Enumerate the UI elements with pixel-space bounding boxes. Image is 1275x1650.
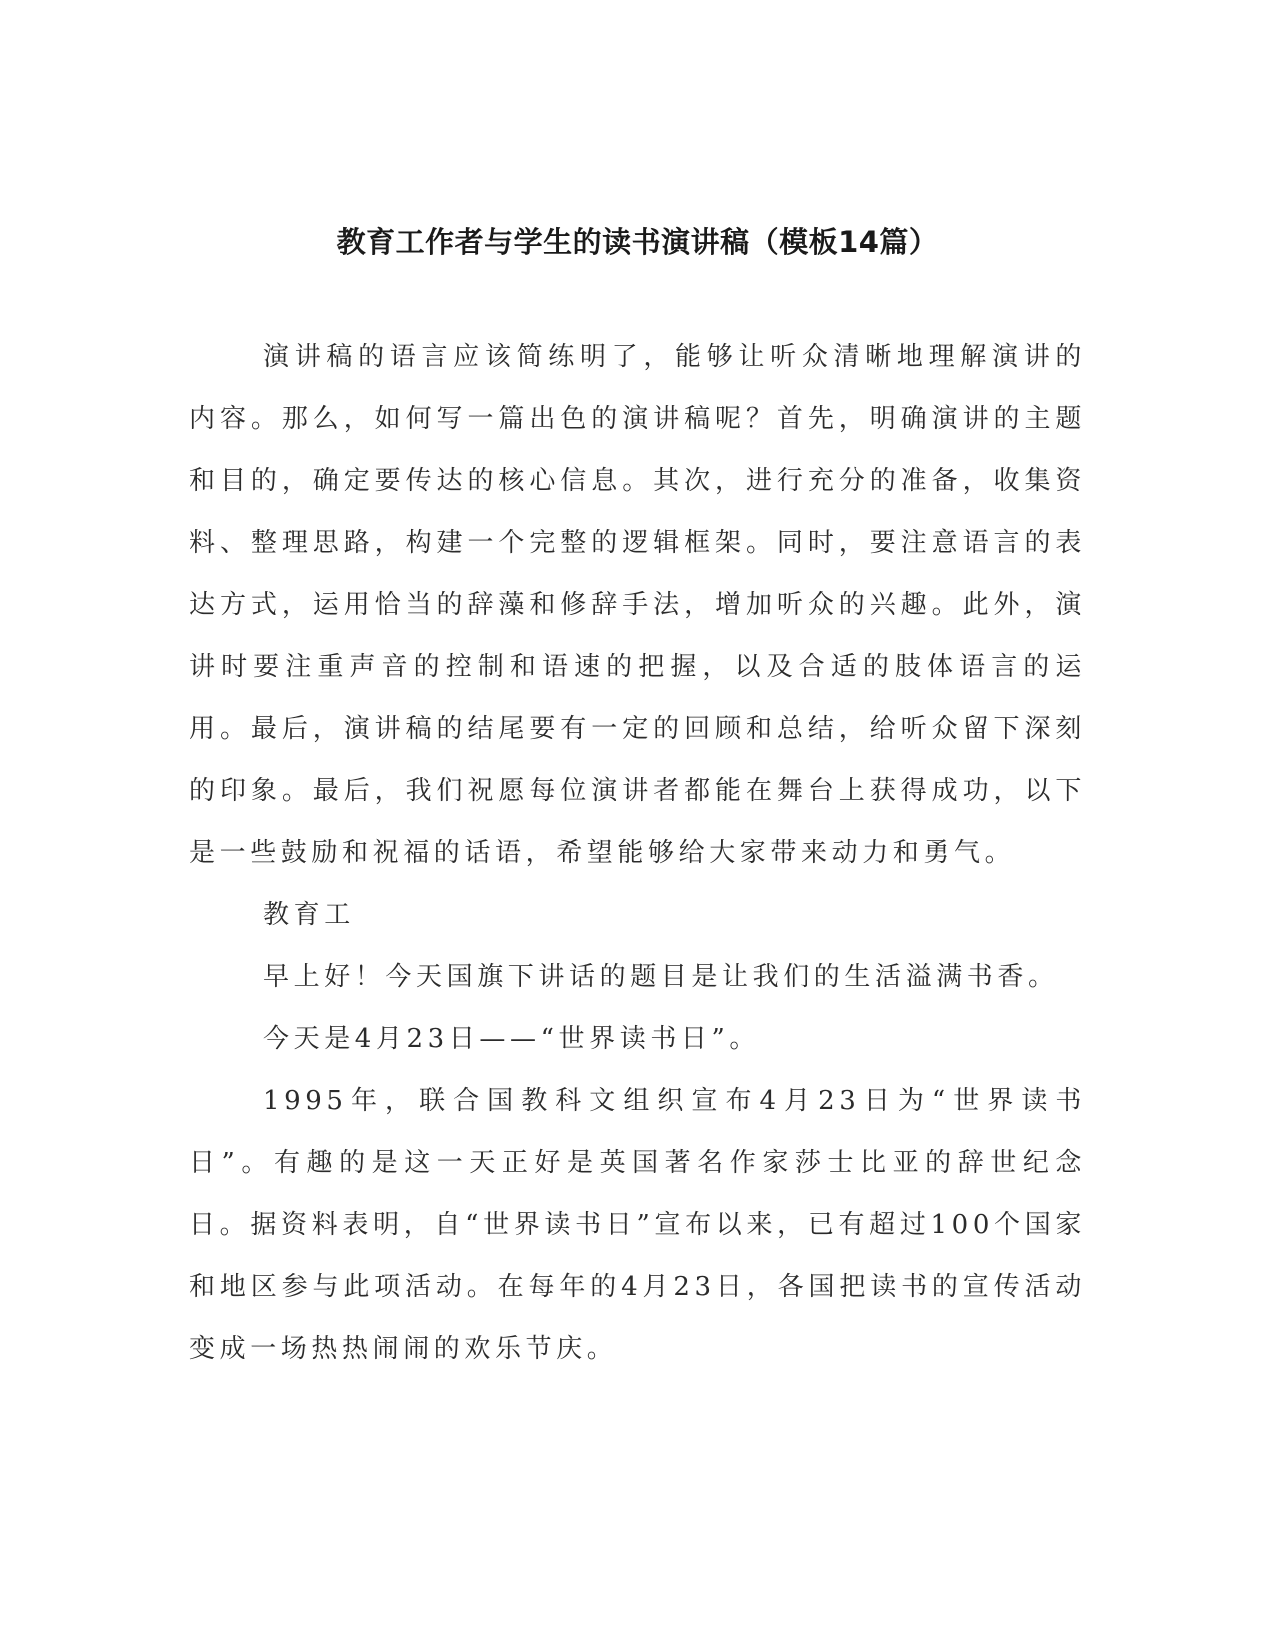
document-body (189, 326, 1086, 1380)
document-title: 教育工作者与学生的读书演讲稿（模板14篇） (336, 225, 939, 260)
paragraph-intro: 演讲稿的语言应该简练明了，能够让听众清晰地理解演讲的内容。那么，如何写一篇出色的演讲稿呢？首先，明确演讲的主题和目的，确定要传达的核心信息。其次，进行充分的准备，收集资料、整理思路，构建一个完整的逻辑框架。同时，要注意语言的表达方式，运用恰当的辞藻和修辞手法，增加听众的兴趣。此外，演讲时要注重声音的控制和语速的把握，以及合适的肢体语言的运用。最后，演讲稿的结尾要有一定的回顾和总结，给听众留下深刻的印象。最后，我们祝愿每位演讲者都能在舞台上获得成功，以下是一些鼓励和祝福的话语，希望能够给大家带来动力和勇气。 (189, 342, 1086, 868)
paragraph-date: 今天是4月23日——“世界读书日”。 (263, 1024, 761, 1054)
paragraph-history: 1995年，联合国教科文组织宣布4月23日为“世界读书日”。有趣的是这一天正好是英国著名作家莎士比亚的辞世纪念日。据资料表明，自“世界读书日”宣布以来，已有超过100个国家和地区参与此项活动。在每年的4月23日，各国把读书的宣传活动变成一场热热闹闹的欢乐节庆。 (189, 1086, 1086, 1364)
paragraph-greeting: 早上好！今天国旗下讲话的题目是让我们的生活溢满书香。 (263, 962, 1059, 992)
paragraph-section-heading: 教育工 (263, 900, 355, 930)
